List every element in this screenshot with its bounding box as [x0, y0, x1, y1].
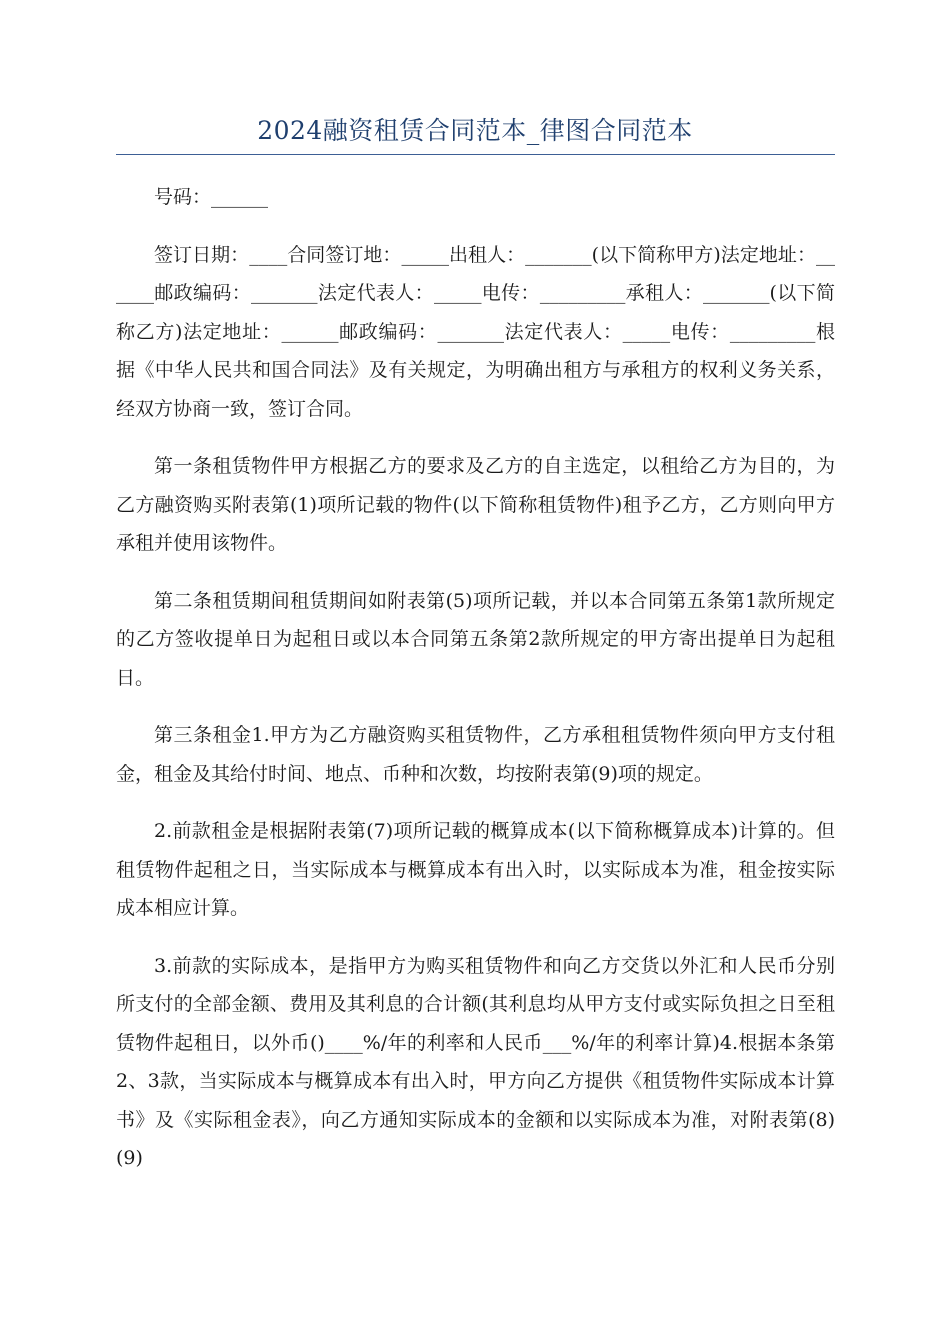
parties-paragraph: 签订日期：____合同签订地：_____出租人：_______(以下简称甲方)法定地址：______邮政编码：_______法定代表人：_____电传：_________承租人：_______(以下简称乙方)法定地址：______邮政编码：_______法定代表人：_____电传：_________根据《中华人民共和国合同法》及有关规定，为明确出租方与承租方的权利义务关系，经双方协商一致，签订合同。 — [116, 243, 835, 420]
article-3-clause-2-paragraph: 2.前款租金是根据附表第(7)项所记载的概算成本(以下简称概算成本)计算的。但租赁物件起租之日，当实际成本与概算成本有出入时，以实际成本为准，租金按实际成本相应计算。 — [116, 820, 835, 919]
contract-number-paragraph: 号码：______ — [154, 186, 269, 208]
document-title: 2024融资租赁合同范本_律图合同范本 — [257, 116, 693, 145]
article-3-clause-3-paragraph: 3.前款的实际成本，是指甲方为购买租赁物件和向乙方交货以外汇和人民币分别所支付的全部金额、费用及其利息的合计额(其利息均从甲方支付或实际负担之日至租赁物件起租日，以外币()____%/年的利率和人民币___%/年的利率计算)4.根据本条第2、3款，当实际成本与概算成本有出入时，甲方向乙方提供《租赁物件实际成本计算书》及《实际租金表》，向乙方通知实际成本的金额和以实际成本为准，对附表第(8)(9) — [116, 954, 835, 1169]
article-3-paragraph: 第三条租金1.甲方为乙方融资购买租赁物件，乙方承租租赁物件须向甲方支付租金，租金及其给付时间、地点、币种和次数，均按附表第(9)项的规定。 — [116, 724, 835, 785]
article-1-paragraph: 第一条租赁物件甲方根据乙方的要求及乙方的自主选定，以租给乙方为目的，为乙方融资购买附表第(1)项所记载的物件(以下简称租赁物件)租予乙方，乙方则向甲方承租并使用该物件。 — [116, 455, 835, 554]
article-2-paragraph: 第二条租赁期间租赁期间如附表第(5)项所记载，并以本合同第五条第1款所规定的乙方签收提单日为起租日或以本合同第五条第2款所规定的甲方寄出提单日为起租日。 — [116, 589, 835, 689]
title-underline — [116, 154, 835, 155]
document-body — [116, 178, 835, 1197]
